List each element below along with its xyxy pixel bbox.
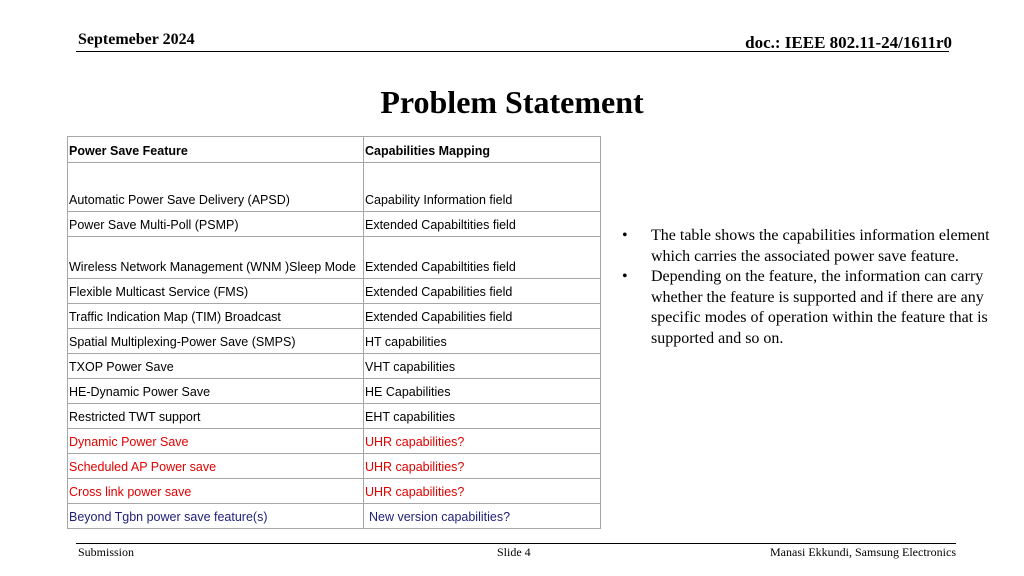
table-row — [68, 354, 601, 379]
table-header-row — [68, 137, 601, 163]
table-row — [68, 163, 601, 212]
feature-cell: Dynamic Power Save — [68, 429, 364, 454]
bullet-marker: • — [622, 227, 628, 244]
table-row — [68, 404, 601, 429]
feature-cell: Wireless Network Management (WNM )Sleep Mode — [68, 237, 364, 279]
mapping-cell: VHT capabilities — [364, 354, 601, 379]
header-doc-id: doc.: IEEE 802.11-24/1611r0 — [745, 33, 952, 52]
table-row — [68, 212, 601, 237]
bullet-item — [620, 226, 1000, 267]
header-divider — [76, 51, 949, 52]
mapping-cell: HE Capabilities — [364, 379, 601, 404]
mapping-cell: Capability Information field — [364, 163, 601, 212]
mapping-cell: UHR capabilities? — [364, 454, 601, 479]
table-row — [68, 279, 601, 304]
feature-cell: HE-Dynamic Power Save — [68, 379, 364, 404]
feature-cell: Cross link power save — [68, 479, 364, 504]
table-row — [68, 379, 601, 404]
capabilities-table — [67, 136, 601, 529]
table-row-future — [68, 504, 601, 529]
table-row-highlight — [68, 479, 601, 504]
bullet-list — [620, 226, 1000, 349]
bullet-item — [620, 267, 1000, 349]
bullet-text: Depending on the feature, the information can carry whether the feature is supported and if there are any specific modes of operation within the feature that is supported and so on. — [651, 268, 988, 347]
feature-cell: Traffic Indication Map (TIM) Broadcast — [68, 304, 364, 329]
mapping-cell: Extended Capabiltities field — [364, 237, 601, 279]
feature-cell: Scheduled AP Power save — [68, 454, 364, 479]
mapping-cell: EHT capabilities — [364, 404, 601, 429]
header-date: Septemeber 2024 — [78, 31, 195, 48]
footer-submission: Submission — [78, 545, 135, 559]
header-cell-feature: Power Save Feature — [68, 137, 364, 163]
header-cell-mapping: Capabilities Mapping — [364, 137, 601, 163]
mapping-cell: Extended Capabiltities field — [364, 212, 601, 237]
slide-title: Problem Statement — [380, 84, 644, 120]
table-row-highlight — [68, 454, 601, 479]
feature-cell: Flexible Multicast Service (FMS) — [68, 279, 364, 304]
feature-cell: Restricted TWT support — [68, 404, 364, 429]
feature-cell: Automatic Power Save Delivery (APSD) — [68, 163, 364, 212]
mapping-cell: Extended Capabilities field — [364, 279, 601, 304]
mapping-cell: HT capabilities — [364, 329, 601, 354]
table-row — [68, 237, 601, 279]
feature-cell: Power Save Multi-Poll (PSMP) — [68, 212, 364, 237]
table-row — [68, 329, 601, 354]
table-row-highlight — [68, 429, 601, 454]
footer-slide-number: Slide 4 — [497, 545, 531, 559]
mapping-cell: UHR capabilities? — [364, 429, 601, 454]
bullet-marker: • — [622, 268, 628, 285]
mapping-cell: UHR capabilities? — [364, 479, 601, 504]
feature-cell: TXOP Power Save — [68, 354, 364, 379]
feature-cell: Beyond Tgbn power save feature(s) — [68, 504, 364, 529]
table-row — [68, 304, 601, 329]
footer-divider — [76, 543, 956, 544]
mapping-cell: New version capabilities? — [364, 504, 601, 529]
feature-cell: Spatial Multiplexing-Power Save (SMPS) — [68, 329, 364, 354]
mapping-cell: Extended Capabilities field — [364, 304, 601, 329]
bullet-text: The table shows the capabilities information element which carries the associated power save feature. — [651, 227, 990, 265]
footer-author: Manasi Ekkundi, Samsung Electronics — [770, 545, 956, 559]
